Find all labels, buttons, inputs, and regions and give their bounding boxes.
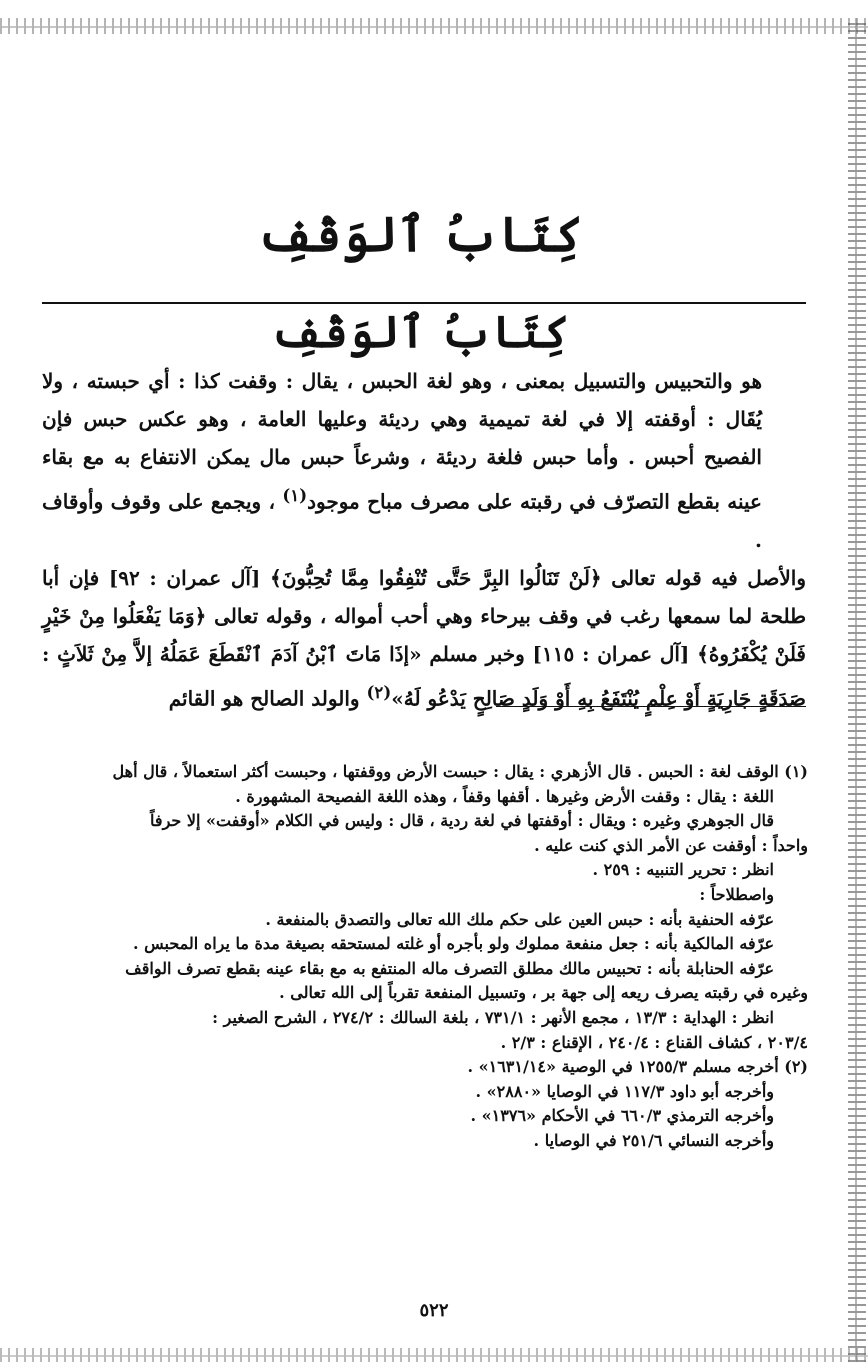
quran-verse: ﴿لَنْ تَنَالُوا البِرَّ حَتَّى تُنْفِقُوا مِمَّا تُحِبُّونَ﴾ xyxy=(270,565,602,590)
page-number: ٥٢٢ xyxy=(419,1300,449,1321)
footnote-marker: (١) xyxy=(784,762,808,781)
footnote-line xyxy=(38,760,808,785)
footnote-text: الوقف لغة : الحبس . قال الأزهري : يقال : حبست الأرض ووقفتها ، وحبست أكثر استعمالاً ، قال أهل xyxy=(112,762,779,781)
footnote-text: أخرجه مسلم ١٢٥٥/٣ في الوصية «١٦٣١/١٤» . xyxy=(467,1057,779,1077)
footnote-line: انظر : تحرير التنبيه : ٢٥٩ . xyxy=(592,860,774,880)
footnote-line: انظر : الهداية : ١٣/٣ ، مجمع الأنهر : ٧٣١/١ ، بلغة السالك : ٢٧٤/٢ ، الشرح الصغير : xyxy=(212,1007,774,1027)
paragraph-definition xyxy=(42,362,806,559)
footnote-line: وأخرجه النسائي ٢٥١/٦ في الوصايا . xyxy=(533,1130,774,1150)
footnote-marker: (٢) xyxy=(784,1057,808,1077)
decorative-side-border xyxy=(848,18,866,1362)
footnote-line: وغيره في رقبته يصرف ريعه إلى جهة بر ، وتسبيل المنفعة تقرباً إلى الله تعالى . xyxy=(279,983,808,1003)
paragraph-text: والأصل فيه قوله تعالى xyxy=(601,565,807,590)
paragraph-text: [آل عمران : ٩٢] فإن أبا طلحة لما سمعها رغب في وقف بيرحاء وهي أحب أمواله ، وقوله تعالى xyxy=(42,565,806,628)
paragraph-evidence xyxy=(42,559,806,718)
footnote-ref-2: (٢) xyxy=(366,681,392,702)
paragraph-text: [آل عمران : ١١٥] وخبر مسلم «إذَا مَاتَ ٱبْنُ آدَمَ ٱنْقَطَعَ عَمَلُهُ إلاَّ مِنْ ثَلاَثٍ : صَدَقَةٍ جَارِيَةٍ أَوْ عِلْمٍ يُنْتَفَعُ بِهِ أَوْ وَلَدٍ صَالِحٍ يَدْعُو لَهُ» xyxy=(42,641,806,711)
footnote-ref-1: (١) xyxy=(282,485,308,505)
footnote-1 xyxy=(38,760,808,1055)
footnote-line: عرّفه الحنفية بأنه : حبس العين على حكم ملك الله تعالى والتصدق بالمنفعة . xyxy=(265,909,774,929)
chapter-title: كِتَابُ ٱلوَقْفِ xyxy=(256,207,584,263)
paragraph-text: ، ويجمع على وقوف وأوقاف . xyxy=(42,489,762,552)
footnote-line xyxy=(38,1055,808,1080)
footnote-line: ٢٠٣/٤ ، كشاف القناع : ٢٤٠/٤ ، الإقناع : ٢/٣ . xyxy=(500,1032,808,1052)
footnote-line: وأخرجه الترمذي ٦٦٠/٣ في الأحكام «١٣٧٦» . xyxy=(470,1106,774,1126)
footnote-line: عرّفه الحنابلة بأنه : تحبيس مالك مطلق التصرف ماله المنتفع به مع بقاء عينه بقطع تصرف الواقف xyxy=(125,958,774,978)
footnote-line: وأخرجه أبو داود ١١٧/٣ في الوصايا «٢٨٨٠» . xyxy=(475,1081,774,1101)
footnote-line: عرّفه المالكية بأنه : جعل منفعة مملوك ولو بأجره أو غلته لمستحقه بصيغة مدة ما يراه المحبس . xyxy=(132,934,774,954)
paragraph-text: والولد الصالح هو القائم xyxy=(168,686,367,711)
footnote-divider xyxy=(496,706,806,707)
footnote-line: اللغة : يقال : وقفت الأرض وغيرها . أقفها وقفاً ، وهذه اللغة الفصيحة المشهورة . xyxy=(235,786,774,806)
section-title: كِتَابُ ٱلوَقْفِ xyxy=(270,307,570,358)
quran-verse: ﴿وَمَا يَفْعَلُوا مِنْ خَيْرٍ فَلَنْ يُكْفَرُوهُ﴾ xyxy=(42,603,806,666)
footnotes xyxy=(38,760,808,1154)
footnote-line: قال الجوهري وغيره : ويقال : أوقفتها في لغة ردية ، قال : وليس في الكلام «أوقفت» إلا حرفاً xyxy=(150,811,774,831)
decorative-bottom-border xyxy=(0,1348,868,1362)
decorative-top-border xyxy=(0,18,868,34)
main-text xyxy=(42,362,806,717)
footnote-line: واحداً : أوقفت عن الأمر الذي كنت عليه . xyxy=(534,835,808,855)
footnote-line: واصطلاحاً : xyxy=(699,884,774,904)
paragraph-text: هو والتحبيس والتسبيل بمعنى ، وهو لغة الحبس ، يقال : وقفت كذا : أي حبسته ، ولا يُقَال : أوقفته إلا في لغة تميمية وهي رديئة وعليها العامة ، وهو عكس حبس فإن الفصيح أحبس . وأما حبس فلغة رديئة ، وشرعاً حبس مال يمكن الانتفاع به مع بقاء عينه بقطع التصرّف في رقبته على مصرف مباح موجود xyxy=(42,369,762,514)
footnote-2 xyxy=(38,1055,808,1153)
